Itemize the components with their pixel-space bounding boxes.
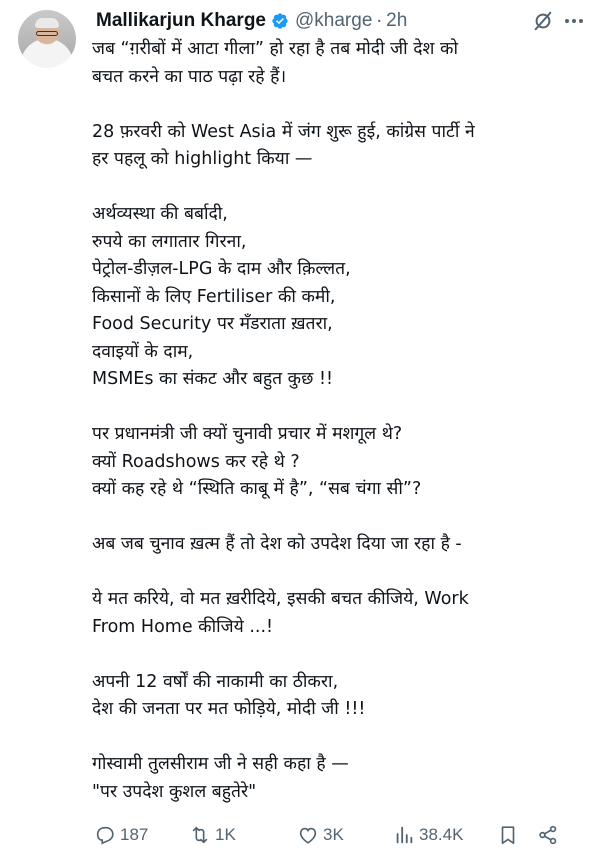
post-time[interactable]: 2h xyxy=(386,10,408,31)
like-button[interactable] xyxy=(297,824,393,846)
paragraph-gap xyxy=(92,559,592,587)
views-count: 38.4K xyxy=(419,825,464,844)
tweet-line: अब जब चुनाव ख़त्म हैं तो देश को उपदेश दिया जा रहा है - xyxy=(92,534,462,554)
tweet-line: पेट्रोल-डीज़ल-LPG के दाम और क़िल्लत, xyxy=(92,259,351,279)
tweet-line: MSMEs का संकट और बहुत कुछ !! xyxy=(92,369,333,389)
tweet-line: क्यों Roadshows कर रहे थे ? xyxy=(92,451,300,472)
views-icon xyxy=(393,824,415,846)
tweet-text xyxy=(92,36,592,806)
bookmark-button[interactable] xyxy=(497,824,537,846)
tweet-line: देश की जनता पर मत फोड़िये, मोदी जी !!! xyxy=(92,699,366,719)
tweet-header xyxy=(96,8,580,34)
tweet-line: अपनी 12 वर्षों की नाकामी का ठीकरा, xyxy=(92,671,339,692)
more-options-icon[interactable] xyxy=(564,18,584,24)
tweet-line: "पर उपदेश कुशल बहुतेरे" xyxy=(92,781,257,802)
author-handle[interactable]: @kharge xyxy=(295,10,373,31)
paragraph-gap xyxy=(92,504,592,532)
tweet-line: 28 फ़रवरी को West Asia में जंग शुरू हुई, कांग्रेस पार्टी ने xyxy=(92,121,475,142)
repost-count: 1K xyxy=(215,825,236,844)
reply-icon xyxy=(94,824,116,846)
reply-count: 187 xyxy=(120,825,149,844)
bookmark-icon xyxy=(497,824,519,846)
tweet-line: हर पहलू को highlight किया — xyxy=(92,149,313,169)
author-name[interactable]: Mallikarjun Kharge xyxy=(96,10,266,31)
like-count: 3K xyxy=(323,825,344,844)
paragraph-gap xyxy=(92,724,592,752)
avatar[interactable] xyxy=(18,10,76,68)
like-icon xyxy=(297,824,319,846)
tweet-line: अर्थव्यस्था की बर्बादी, xyxy=(92,204,228,224)
avatar-glasses xyxy=(36,31,58,36)
paragraph-gap xyxy=(92,641,592,669)
tweet-line: पर प्रधानमंत्री जी क्यों चुनावी प्रचार में मशगूल थे? xyxy=(92,424,403,444)
action-bar xyxy=(94,822,584,848)
paragraph-gap xyxy=(92,394,592,422)
verified-badge-icon xyxy=(271,12,289,30)
share-icon xyxy=(537,824,559,846)
paragraph-gap xyxy=(92,174,592,202)
reply-button[interactable] xyxy=(94,824,189,846)
repost-icon xyxy=(189,824,211,846)
tweet-line: दवाइयों के दाम, xyxy=(92,341,194,362)
header-separator: · xyxy=(376,10,383,32)
tweet-line: जब “ग़रीबों में आटा गीला” हो रहा है तब मोदी जी देश को xyxy=(92,39,458,59)
avatar-hair xyxy=(35,18,59,28)
tweet-line: गोस्वामी तुलसीराम जी ने सही कहा है — xyxy=(92,754,349,774)
tweet-line: From Home कीजिये ...! xyxy=(92,616,274,637)
repost-button[interactable] xyxy=(189,824,297,846)
share-button[interactable] xyxy=(537,824,559,846)
views-button[interactable] xyxy=(393,824,497,846)
tweet-line: ये मत करिये, वो मत ख़रीदिये, इसकी बचत कीजिये, Work xyxy=(92,589,469,609)
tweet-line: किसानों के लिए Fertiliser की कमी, xyxy=(92,286,336,307)
tweet-line: रुपये का लगातार गिरना, xyxy=(92,231,247,252)
grok-icon[interactable] xyxy=(532,10,554,32)
tweet-line: क्यों कह रहे थे “स्थिति काबू में है”, “सब चंगा सी”? xyxy=(92,479,422,499)
paragraph-gap xyxy=(92,91,592,119)
tweet-line: बचत करने का पाठ पढ़ा रहे हैं। xyxy=(92,66,287,87)
tweet-line: Food Security पर मँडराता ख़तरा, xyxy=(92,314,333,334)
